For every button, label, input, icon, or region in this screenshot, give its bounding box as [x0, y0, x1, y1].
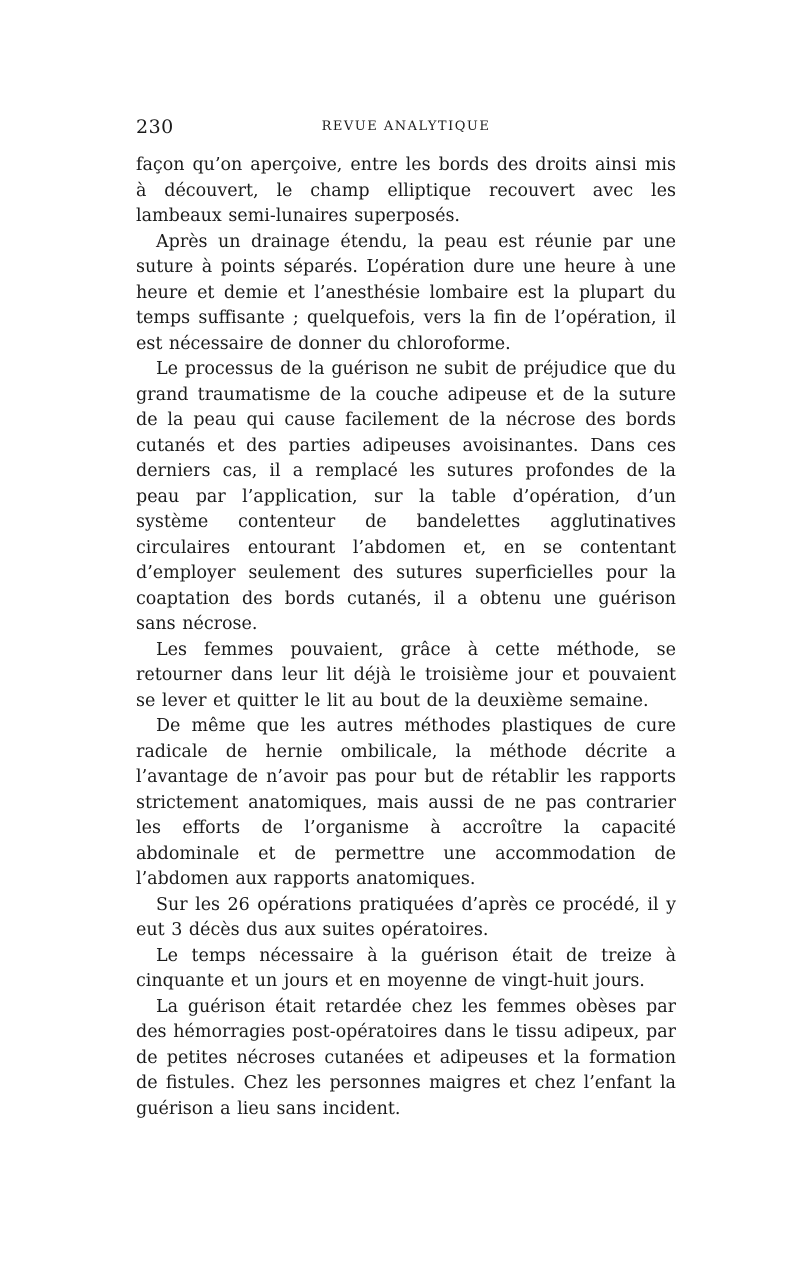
body-text [136, 153, 676, 1122]
paragraph-women-recovery: Les femmes pouvaient, grâce à cette méthode, se retourner dans leur lit déjà le troisième jour et pouvaient se lever et quitter le lit au bout de la deuxième semaine. [136, 639, 676, 711]
running-header [136, 116, 676, 140]
paragraph-drainage: Après un drainage étendu, la peau est réunie par une suture à points séparés. L’opération dure une heure à une heure et demie et l’anesthésie lombaire est la plupart du temps suffisante ; quelquefois, vers la fin de l’opération, il est nécessaire de donner du chloroforme. [136, 231, 676, 354]
paragraph-healing-time: Le temps nécessaire à la guérison était de treize à cinquante et un jours et en moyenne de vingt-huit jours. [136, 945, 676, 991]
paragraph-delayed-healing: La guérison était retardée chez les femmes obèses par des hémorragies post-opératoires dans le tissu adipeux, par de petites nécroses cutanées et adipeuses et la formation de fistules. Chez les personnes maigres et chez l’enfant la guérison a lieu sans incident. [136, 996, 676, 1119]
paragraph-method-advantage: De même que les autres méthodes plastiques de cure radicale de hernie ombilicale, la méthode décrite a l’avantage de n’avoir pas pour but de rétablir les rapports strictement anatomiques, mais aussi de ne pas contrarier les efforts de l’organisme à accroître la capacité abdominale et de permettre une accommodation de l’abdomen aux rapports anatomiques. [136, 716, 676, 889]
paragraph-healing-process: Le processus de la guérison ne subit de préjudice que du grand traumatisme de la couche adipeuse et de la suture de la peau qui cause facilement de la nécrose des bords cutanés et des parties adipeuses avoisinantes. Dans ces derniers cas, il a remplacé les sutures profondes de la peau par l’application, sur la table d’opération, d’un système contenteur de bandelettes agglutinatives circulaires entourant l’abdomen et, en se contentant d’employer seulement des sutures superficielles pour la coaptation des bords cutanés, il a obtenu une guérison sans nécrose. [136, 359, 676, 634]
running-title: REVUE ANALYTIQUE [321, 119, 491, 134]
page-number: 230 [136, 116, 174, 138]
paragraph-operations-count: Sur les 26 opérations pratiquées d’après ce procédé, il y eut 3 décès dus aux suites opératoires. [136, 894, 676, 940]
paragraph-continued: façon qu’on aperçoive, entre les bords des droits ainsi mis à découvert, le champ elliptique recouvert avec les lambeaux semi-lunaires superposés. [136, 155, 676, 226]
